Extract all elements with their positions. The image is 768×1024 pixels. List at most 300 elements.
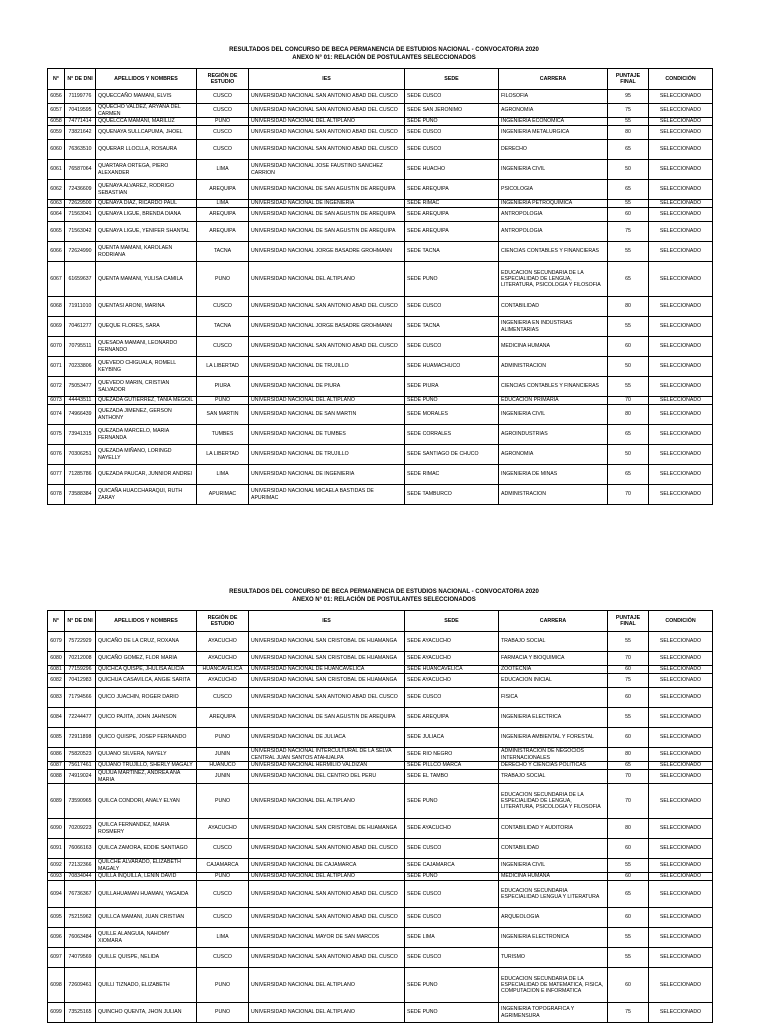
cell-puntaje: 55: [608, 708, 649, 728]
cell-dni: 72609461: [65, 968, 96, 1003]
cell-n: 6083: [48, 688, 65, 708]
cell-condicion: SELECCIONADO: [649, 317, 713, 337]
cell-condicion: SELECCIONADO: [649, 200, 713, 208]
cell-sede: SEDE AREQUIPA: [405, 222, 499, 242]
cell-nombre: QUILLE ALANGUIA, NAHOMY XIOMARA: [96, 928, 197, 948]
cell-n: 6097: [48, 948, 65, 968]
cell-region: CUSCO: [197, 881, 249, 908]
cell-nombre: QUICAÑA HUACCHARAQUI, RUTH ZARAY: [96, 485, 197, 505]
cell-n: 6099: [48, 1003, 65, 1023]
table-row: [48, 337, 713, 357]
cell-dni: 70212008: [65, 652, 96, 666]
cell-region: AYACUCHO: [197, 674, 249, 688]
cell-nombre: QUICAÑO DE LA CRUZ, ROXANA: [96, 632, 197, 652]
table-row: [48, 688, 713, 708]
cell-dni: 73590965: [65, 784, 96, 819]
cell-puntaje: 75: [608, 104, 649, 118]
cell-puntaje: 50: [608, 160, 649, 180]
cell-carrera: ADMINISTRACION: [499, 357, 608, 377]
table-row: [48, 839, 713, 859]
cell-carrera: INGENIERIA CIVIL: [499, 160, 608, 180]
cell-ies: UNIVERSIDAD NACIONAL SAN ANTONIO ABAD DEL CUSCO: [249, 90, 405, 104]
cell-nombre: QUESADA MAMANI, LEONARDO FERNANDO: [96, 337, 197, 357]
cell-nombre: QUEQUE FLORES, SARA: [96, 317, 197, 337]
cell-dni: 70461277: [65, 317, 96, 337]
table-row: [48, 262, 713, 297]
table-row: [48, 297, 713, 317]
cell-nombre: QUEVEDO MARIN, CRISTIAN SALVADOR: [96, 377, 197, 397]
header-ies: IES: [249, 69, 405, 90]
cell-ies: UNIVERSIDAD NACIONAL SAN ANTONIO ABAD DEL CUSCO: [249, 104, 405, 118]
cell-region: PUNO: [197, 262, 249, 297]
cell-region: JUNIN: [197, 748, 249, 762]
cell-carrera: TRABAJO SOCIAL: [499, 632, 608, 652]
cell-carrera: FISICA: [499, 688, 608, 708]
cell-region: CUSCO: [197, 297, 249, 317]
cell-condicion: SELECCIONADO: [649, 708, 713, 728]
cell-n: 6095: [48, 908, 65, 928]
header-dni: N° DE DNI: [65, 611, 96, 632]
cell-n: 6065: [48, 222, 65, 242]
cell-ies: UNIVERSIDAD NACIONAL SAN ANTONIO ABAD DEL CUSCO: [249, 297, 405, 317]
page-title: [0, 46, 768, 62]
cell-puntaje: 60: [608, 968, 649, 1003]
cell-nombre: QUILLE QUISPE, NELIDA: [96, 948, 197, 968]
cell-condicion: SELECCIONADO: [649, 262, 713, 297]
cell-sede: SEDE PUNO: [405, 968, 499, 1003]
cell-puntaje: 50: [608, 357, 649, 377]
cell-puntaje: 70: [608, 397, 649, 405]
header-condicion: CONDICIÓN: [649, 611, 713, 632]
cell-puntaje: 65: [608, 262, 649, 297]
header-ies: IES: [249, 611, 405, 632]
cell-ies: UNIVERSIDAD NACIONAL SAN ANTONIO ABAD DEL CUSCO: [249, 948, 405, 968]
cell-dni: 72629500: [65, 200, 96, 208]
cell-condicion: SELECCIONADO: [649, 180, 713, 200]
cell-region: LA LIBERTAD: [197, 445, 249, 465]
cell-nombre: QUEVEDO CHIGUALA, ROMELL KEYBING: [96, 357, 197, 377]
cell-carrera: ANTROPOLOGIA: [499, 208, 608, 222]
cell-ies: UNIVERSIDAD NACIONAL DEL CENTRO DEL PERU: [249, 770, 405, 784]
cell-sede: SEDE AREQUIPA: [405, 208, 499, 222]
cell-dni: 70233806: [65, 357, 96, 377]
cell-ies: UNIVERSIDAD NACIONAL MICAELA BASTIDAS DE APURIMAC: [249, 485, 405, 505]
cell-sede: SEDE CUSCO: [405, 297, 499, 317]
cell-nombre: QUENAYA DIAZ, RICARDO PAUL: [96, 200, 197, 208]
table-row: [48, 762, 713, 770]
cell-region: TACNA: [197, 242, 249, 262]
cell-sede: SEDE PUNO: [405, 1003, 499, 1023]
cell-carrera: AGRONOMIA: [499, 104, 608, 118]
cell-ies: UNIVERSIDAD NACIONAL DE TRUJILLO: [249, 445, 405, 465]
cell-nombre: QQUENAYA SULLCAPUMA, JHOEL: [96, 126, 197, 140]
cell-puntaje: 60: [608, 208, 649, 222]
cell-nombre: QUIJANO SILVERA, NAYELY: [96, 748, 197, 762]
cell-sede: SEDE CUSCO: [405, 688, 499, 708]
cell-condicion: SELECCIONADO: [649, 762, 713, 770]
cell-dni: 61659637: [65, 262, 96, 297]
cell-ies: UNIVERSIDAD NACIONAL SAN ANTONIO ABAD DEL CUSCO: [249, 839, 405, 859]
cell-ies: UNIVERSIDAD NACIONAL DE HUANCAVELICA: [249, 666, 405, 674]
cell-sede: SEDE AYACUCHO: [405, 652, 499, 666]
table-row: [48, 928, 713, 948]
cell-dni: 75820523: [65, 748, 96, 762]
cell-region: AYACUCHO: [197, 819, 249, 839]
cell-region: HUANCAVELICA: [197, 666, 249, 674]
cell-n: 6061: [48, 160, 65, 180]
cell-nombre: QUIJANO TRUJILLO, SHERLY MAGALY: [96, 762, 197, 770]
cell-carrera: AGRONOMIA: [499, 445, 608, 465]
cell-puntaje: 80: [608, 748, 649, 762]
table-row: [48, 666, 713, 674]
cell-region: CUSCO: [197, 839, 249, 859]
cell-ies: UNIVERSIDAD NACIONAL DEL ALTIPLANO: [249, 397, 405, 405]
cell-dni: 73588384: [65, 485, 96, 505]
cell-sede: SEDE TACNA: [405, 242, 499, 262]
cell-condicion: SELECCIONADO: [649, 928, 713, 948]
cell-condicion: SELECCIONADO: [649, 160, 713, 180]
cell-dni: 73525165: [65, 1003, 96, 1023]
cell-carrera: INGENIERIA PETROQUIMICA: [499, 200, 608, 208]
cell-puntaje: 60: [608, 666, 649, 674]
cell-sede: SEDE AREQUIPA: [405, 708, 499, 728]
cell-condicion: SELECCIONADO: [649, 948, 713, 968]
cell-dni: 71563042: [65, 222, 96, 242]
cell-condicion: SELECCIONADO: [649, 688, 713, 708]
cell-sede: SEDE TACNA: [405, 317, 499, 337]
cell-nombre: QUILLA INQUILLA, LENIN DAVID: [96, 873, 197, 881]
cell-ies: UNIVERSIDAD NACIONAL MAYOR DE SAN MARCOS: [249, 928, 405, 948]
cell-ies: UNIVERSIDAD NACIONAL DEL ALTIPLANO: [249, 118, 405, 126]
cell-sede: SEDE RIMAC: [405, 465, 499, 485]
header-nombres: APELLIDOS Y NOMBRES: [96, 611, 197, 632]
cell-n: 6071: [48, 357, 65, 377]
page-1: [0, 46, 768, 501]
table-row: [48, 674, 713, 688]
cell-n: 6079: [48, 632, 65, 652]
cell-region: LIMA: [197, 928, 249, 948]
cell-carrera: INGENIERIA AMBIENTAL Y FORESTAL: [499, 728, 608, 748]
table-row: [48, 126, 713, 140]
table-row: [48, 784, 713, 819]
cell-ies: UNIVERSIDAD NACIONAL DE TRUJILLO: [249, 357, 405, 377]
cell-n: 6074: [48, 405, 65, 425]
table-row: [48, 652, 713, 666]
table-row: [48, 465, 713, 485]
cell-puntaje: 65: [608, 465, 649, 485]
header-sede: SEDE: [405, 69, 499, 90]
cell-ies: UNIVERSIDAD NACIONAL DE CAJAMARCA: [249, 859, 405, 873]
cell-ies: UNIVERSIDAD NACIONAL SAN CRISTOBAL DE HUAMANGA: [249, 674, 405, 688]
table-row: [48, 160, 713, 180]
table-row: [48, 208, 713, 222]
table-row: [48, 748, 713, 762]
cell-condicion: SELECCIONADO: [649, 770, 713, 784]
cell-dni: 76587064: [65, 160, 96, 180]
cell-puntaje: 60: [608, 688, 649, 708]
cell-puntaje: 55: [608, 200, 649, 208]
cell-dni: 70306251: [65, 445, 96, 465]
cell-region: TUMBES: [197, 425, 249, 445]
cell-n: 6087: [48, 762, 65, 770]
cell-puntaje: 75: [608, 674, 649, 688]
cell-carrera: INGENIERIA ELECTRONICA: [499, 928, 608, 948]
cell-nombre: QUILLCA MAMANI, JUAN CRISTIAN: [96, 908, 197, 928]
cell-region: CUSCO: [197, 688, 249, 708]
table-body: [48, 632, 713, 1023]
table-row: [48, 200, 713, 208]
table-row: [48, 140, 713, 160]
cell-condicion: SELECCIONADO: [649, 1003, 713, 1023]
table-row: [48, 180, 713, 200]
cell-puntaje: 70: [608, 485, 649, 505]
cell-condicion: SELECCIONADO: [649, 104, 713, 118]
results-table: [47, 68, 713, 505]
table-row: [48, 968, 713, 1003]
cell-n: 6084: [48, 708, 65, 728]
cell-puntaje: 55: [608, 242, 649, 262]
cell-ies: UNIVERSIDAD NACIONAL DEL ALTIPLANO: [249, 784, 405, 819]
table-row: [48, 859, 713, 873]
cell-nombre: QUILLAHUAMAN HUAMAN, YAGAIDA: [96, 881, 197, 908]
cell-dni: 70834044: [65, 873, 96, 881]
cell-region: AYACUCHO: [197, 652, 249, 666]
table-header: [48, 611, 713, 632]
header-condicion: CONDICIÓN: [649, 69, 713, 90]
cell-nombre: QQUELCCA MAMANI, MARILUZ: [96, 118, 197, 126]
header-n: N°: [48, 69, 65, 90]
cell-nombre: QUINCHO QUENTA, JHON JULIAN: [96, 1003, 197, 1023]
cell-ies: UNIVERSIDAD NACIONAL DE PIURA: [249, 377, 405, 397]
cell-condicion: SELECCIONADO: [649, 425, 713, 445]
cell-ies: UNIVERSIDAD NACIONAL SAN CRISTOBAL DE HUAMANGA: [249, 819, 405, 839]
cell-nombre: QUEZADA JIMENEZ, GERSON ANTHONY: [96, 405, 197, 425]
table-row: [48, 948, 713, 968]
table-row: [48, 425, 713, 445]
title-line-1: RESULTADOS DEL CONCURSO DE BECA PERMANENCIA DE ESTUDIOS NACIONAL - CONVOCATORIA 2020: [229, 47, 539, 53]
cell-carrera: INGENIERIA ELECTRICA: [499, 708, 608, 728]
cell-carrera: CONTABILIDAD: [499, 839, 608, 859]
cell-carrera: INGENIERIA ECONOMICA: [499, 118, 608, 126]
cell-ies: UNIVERSIDAD NACIONAL SAN CRISTOBAL DE HUAMANGA: [249, 632, 405, 652]
cell-dni: 77159296: [65, 666, 96, 674]
cell-condicion: SELECCIONADO: [649, 445, 713, 465]
cell-ies: UNIVERSIDAD NACIONAL SAN ANTONIO ABAD DEL CUSCO: [249, 688, 405, 708]
cell-carrera: ADMINISTRACION: [499, 485, 608, 505]
cell-dni: 75215962: [65, 908, 96, 928]
cell-sede: SEDE LIMA: [405, 928, 499, 948]
cell-ies: UNIVERSIDAD NACIONAL DE TUMBES: [249, 425, 405, 445]
cell-dni: 75053477: [65, 377, 96, 397]
cell-nombre: QUILCA FERNANDEZ, MARIA ROSMERY: [96, 819, 197, 839]
cell-puntaje: 55: [608, 859, 649, 873]
cell-puntaje: 55: [608, 632, 649, 652]
cell-carrera: EDUCACION SECUNDARIA DE LA ESPECIALIDAD DE LENGUA, LITERATURA, PSICOLOGIA Y FILOSOFIA: [499, 784, 608, 819]
cell-condicion: SELECCIONADO: [649, 377, 713, 397]
cell-region: AREQUIPA: [197, 208, 249, 222]
cell-puntaje: 55: [608, 948, 649, 968]
cell-carrera: PSICOLOGIA: [499, 180, 608, 200]
header-carrera: CARRERA: [499, 69, 608, 90]
cell-sede: SEDE AREQUIPA: [405, 180, 499, 200]
cell-condicion: SELECCIONADO: [649, 126, 713, 140]
cell-nombre: QUEZADA GUTIERREZ, TANIA MEGOIL: [96, 397, 197, 405]
cell-condicion: SELECCIONADO: [649, 405, 713, 425]
cell-puntaje: 65: [608, 425, 649, 445]
cell-region: LIMA: [197, 465, 249, 485]
cell-carrera: CONTABILIDAD Y AUDITORIA: [499, 819, 608, 839]
cell-condicion: SELECCIONADO: [649, 465, 713, 485]
cell-sede: SEDE HUANCAVELICA: [405, 666, 499, 674]
cell-sede: SEDE CUSCO: [405, 881, 499, 908]
cell-carrera: DERECHO: [499, 140, 608, 160]
cell-n: 6059: [48, 126, 65, 140]
cell-dni: 72624990: [65, 242, 96, 262]
cell-n: 6070: [48, 337, 65, 357]
cell-region: PUNO: [197, 873, 249, 881]
cell-ies: UNIVERSIDAD NACIONAL SAN ANTONIO ABAD DEL CUSCO: [249, 881, 405, 908]
cell-puntaje: 55: [608, 118, 649, 126]
header-n: N°: [48, 611, 65, 632]
table-row: [48, 728, 713, 748]
cell-ies: UNIVERSIDAD NACIONAL JORGE BASADRE GROHMANN: [249, 317, 405, 337]
cell-region: CUSCO: [197, 104, 249, 118]
cell-n: 6082: [48, 674, 65, 688]
cell-condicion: SELECCIONADO: [649, 208, 713, 222]
cell-carrera: INGENIERIA CIVIL: [499, 405, 608, 425]
cell-puntaje: 80: [608, 405, 649, 425]
cell-sede: SEDE CUSCO: [405, 140, 499, 160]
cell-dni: 74966439: [65, 405, 96, 425]
cell-carrera: EDUCACION SECUNDARIA ESPECIALIDAD LENGUA Y LITERATURA: [499, 881, 608, 908]
cell-ies: UNIVERSIDAD NACIONAL DEL ALTIPLANO: [249, 262, 405, 297]
cell-n: 6077: [48, 465, 65, 485]
cell-puntaje: 75: [608, 1003, 649, 1023]
cell-nombre: QUENAYA LIGUE, YENIFER SHANTAL: [96, 222, 197, 242]
table-row: [48, 708, 713, 728]
cell-region: SAN MARTIN: [197, 405, 249, 425]
table-header: [48, 69, 713, 90]
cell-carrera: CONTABILIDAD: [499, 297, 608, 317]
cell-ies: UNIVERSIDAD NACIONAL JORGE BASADRE GROHMANN: [249, 242, 405, 262]
cell-ies: UNIVERSIDAD NACIONAL SAN ANTONIO ABAD DEL CUSCO: [249, 908, 405, 928]
cell-condicion: SELECCIONADO: [649, 881, 713, 908]
table-row: [48, 242, 713, 262]
cell-sede: SEDE AYACUCHO: [405, 674, 499, 688]
table-row: [48, 819, 713, 839]
cell-n: 6058: [48, 118, 65, 126]
cell-puntaje: 50: [608, 445, 649, 465]
cell-puntaje: 60: [608, 873, 649, 881]
cell-carrera: CIENCIAS CONTABLES Y FINANCIERAS: [499, 377, 608, 397]
cell-region: PUNO: [197, 397, 249, 405]
cell-dni: 73941315: [65, 425, 96, 445]
cell-sede: SEDE CUSCO: [405, 908, 499, 928]
cell-n: 6073: [48, 397, 65, 405]
cell-sede: SEDE RIMAC: [405, 200, 499, 208]
cell-n: 6066: [48, 242, 65, 262]
cell-n: 6090: [48, 819, 65, 839]
cell-dni: 72911898: [65, 728, 96, 748]
cell-ies: UNIVERSIDAD NACIONAL HERMILIO VALDIZAN: [249, 762, 405, 770]
cell-dni: 70209223: [65, 819, 96, 839]
cell-nombre: QUEZADA MIÑANO, LORINGD NAYELLY: [96, 445, 197, 465]
cell-sede: SEDE PUNO: [405, 873, 499, 881]
cell-condicion: SELECCIONADO: [649, 140, 713, 160]
cell-dni: 44443511: [65, 397, 96, 405]
cell-nombre: QQUERAR LLOCLLA, ROSAURA: [96, 140, 197, 160]
cell-n: 6062: [48, 180, 65, 200]
cell-n: 6063: [48, 200, 65, 208]
cell-ies: UNIVERSIDAD NACIONAL JOSE FAUSTINO SANCHEZ CARRION: [249, 160, 405, 180]
table-row: [48, 90, 713, 104]
cell-puntaje: 75: [608, 222, 649, 242]
cell-puntaje: 60: [608, 728, 649, 748]
cell-carrera: EDUCACION PRIMARIA: [499, 397, 608, 405]
cell-n: 6088: [48, 770, 65, 784]
header-puntaje: PUNTAJE FINAL: [608, 69, 649, 90]
cell-ies: UNIVERSIDAD NACIONAL DE SAN AGUSTIN DE AREQUIPA: [249, 180, 405, 200]
header-nombres: APELLIDOS Y NOMBRES: [96, 69, 197, 90]
cell-region: CUSCO: [197, 948, 249, 968]
cell-region: LA LIBERTAD: [197, 357, 249, 377]
cell-carrera: TURISMO: [499, 948, 608, 968]
cell-dni: 72132366: [65, 859, 96, 873]
cell-dni: 70795511: [65, 337, 96, 357]
cell-condicion: SELECCIONADO: [649, 968, 713, 1003]
cell-sede: SEDE HUAMACHUCO: [405, 357, 499, 377]
cell-condicion: SELECCIONADO: [649, 748, 713, 762]
cell-ies: UNIVERSIDAD NACIONAL DE JULIACA: [249, 728, 405, 748]
cell-condicion: SELECCIONADO: [649, 118, 713, 126]
cell-puntaje: 80: [608, 126, 649, 140]
cell-condicion: SELECCIONADO: [649, 728, 713, 748]
cell-condicion: SELECCIONADO: [649, 632, 713, 652]
cell-sede: SEDE CUSCO: [405, 337, 499, 357]
cell-carrera: AGROINDUSTRIAS: [499, 425, 608, 445]
cell-puntaje: 70: [608, 770, 649, 784]
cell-nombre: QUICO PAJITA, JOHN JAHNSON: [96, 708, 197, 728]
cell-nombre: QUEZADA PAUCAR, JUNNIOR ANDREI: [96, 465, 197, 485]
cell-n: 6093: [48, 873, 65, 881]
cell-region: PUNO: [197, 118, 249, 126]
table-row: [48, 908, 713, 928]
cell-nombre: QUEZADA MARCELO, MARIA FERNANDA: [96, 425, 197, 445]
cell-dni: 72436609: [65, 180, 96, 200]
cell-sede: SEDE CUSCO: [405, 90, 499, 104]
cell-region: PUNO: [197, 1003, 249, 1023]
cell-n: 6086: [48, 748, 65, 762]
title-line-1: RESULTADOS DEL CONCURSO DE BECA PERMANENCIA DE ESTUDIOS NACIONAL - CONVOCATORIA 2020: [229, 589, 539, 595]
cell-sede: SEDE PUNO: [405, 262, 499, 297]
cell-dni: 71199776: [65, 90, 96, 104]
cell-puntaje: 65: [608, 140, 649, 160]
cell-region: LIMA: [197, 200, 249, 208]
cell-nombre: QUENAYA LIGUE, BRENDA DIANA: [96, 208, 197, 222]
cell-sede: SEDE AYACUCHO: [405, 632, 499, 652]
cell-ies: UNIVERSIDAD NACIONAL DEL ALTIPLANO: [249, 1003, 405, 1023]
cell-carrera: MEDICINA HUMANA: [499, 337, 608, 357]
cell-condicion: SELECCIONADO: [649, 297, 713, 317]
cell-sede: SEDE PUNO: [405, 118, 499, 126]
cell-sede: SEDE CUSCO: [405, 839, 499, 859]
table-row: [48, 881, 713, 908]
cell-condicion: SELECCIONADO: [649, 222, 713, 242]
cell-puntaje: 70: [608, 652, 649, 666]
cell-ies: UNIVERSIDAD NACIONAL DE SAN AGUSTIN DE AREQUIPA: [249, 222, 405, 242]
cell-region: PUNO: [197, 968, 249, 1003]
cell-region: CUSCO: [197, 908, 249, 928]
